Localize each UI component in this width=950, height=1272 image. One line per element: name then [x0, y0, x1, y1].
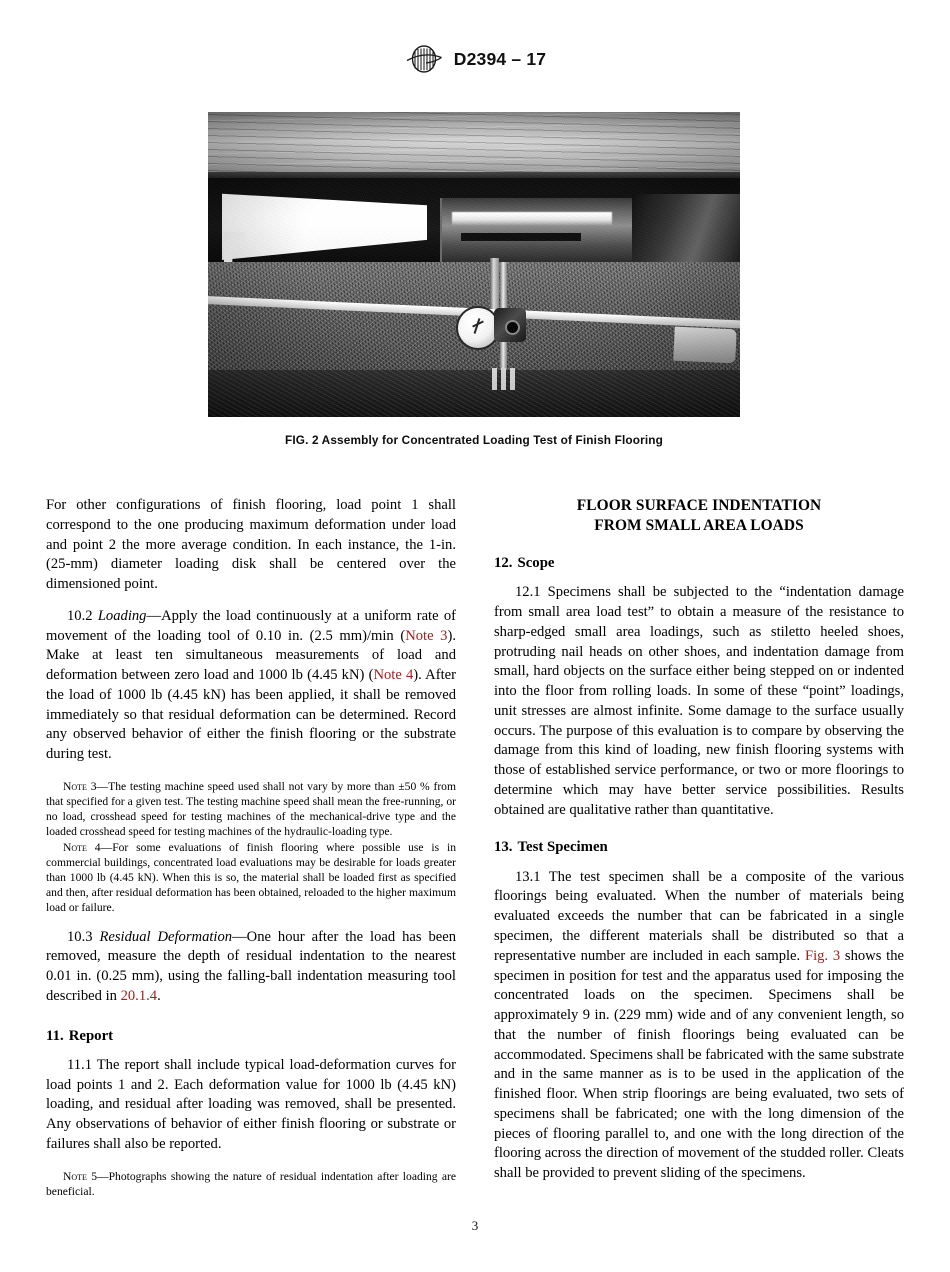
- note-4: [46, 840, 456, 915]
- heading-11-title: Report: [68, 1027, 114, 1044]
- photo-support-posts: [490, 368, 518, 390]
- photo-right-fixture: [632, 194, 740, 266]
- note-4-label: Note: [63, 841, 87, 855]
- note-3-number: 3—: [86, 779, 109, 793]
- paragraph-10-3-number: 10.3: [67, 928, 93, 945]
- note-3: [46, 779, 456, 839]
- note-5: [46, 1169, 456, 1199]
- photo-dial-indicator: [458, 308, 498, 348]
- paragraph-10-3-text-b: .: [157, 987, 161, 1004]
- figure-2: [208, 112, 740, 447]
- link-fig-3[interactable]: Fig. 3: [804, 947, 841, 964]
- figure-2-caption: FIG. 2 Assembly for Concentrated Loading Test of Finish Flooring: [285, 433, 663, 447]
- note-4-text: For some evaluations of finish flooring where possible use is in commercial buildings, concentrated load evaluations may be desirable for loads greater than 1000 lb (4.45 kN). When this is so, the material shall be loaded first as specified and then, after residual deformation has been obtained, reloaded to the higher maximum load or failure.: [46, 841, 457, 915]
- paragraph-13-1-text-b: shows the specimen in position for test and the apparatus used for imposing the concentrated loads on the specimen. Specimens shall be approximately 9 in. (229 mm) wide and of any convenient length, so that the number of finish floorings being evaluated can be accommodated. Specimens shall be fabricated with the same substrate and in the same manner as is to be used in the application of the finished floor. When strip floorings are being evaluated, two sets of specimens shall be fabricated; one with the long dimension of the pieces of flooring parallel to, and one with the long direction of the flooring across the direction of movement of the studded roller. Cleats shall be provided to prevent sliding of the specimens.: [494, 947, 905, 1182]
- paragraph-10-2-title: Loading: [97, 607, 147, 624]
- paragraph-10-2-text-c: ). After the load of 1000 lb (4.45 kN) has been applied, it shall be removed immediately so that residual deformation can be determined. Record any observed behavior of either the finish flooring or the substrate during test.: [46, 667, 456, 763]
- heading-13-test-specimen: [494, 838, 904, 857]
- paragraph-10-3-title: Residual Deformation: [99, 928, 233, 945]
- body-two-column-layout: [46, 496, 904, 1199]
- heading-12-title: Scope: [517, 555, 555, 572]
- right-column: [494, 496, 904, 1199]
- note-3-text: The testing machine speed used shall not vary by more than ±50 % from that specified for a given test. The testing machine speed shall mean the free-running, or no load, crosshead speed for testing machines of the mechanical-drive type and the loaded crosshead speed for testing machines of the hydraulic-loading type.: [46, 779, 456, 839]
- paragraph-intro: For other configurations of finish flooring, load point 1 shall correspond to the one producing maximum deformation under load and point 2 the more average condition. In each instance, the 1-in. (25-mm) diameter loading disk shall be centered over the dimensioned point.: [46, 497, 456, 593]
- photo-foreground-shadow: [208, 370, 740, 417]
- paragraph-10-2-text-b: ). Make at least ten simultaneous measurements of load and deformation between zero load and 1000 lb (4.45 kN) (: [46, 627, 456, 684]
- note-3-label: Note: [63, 779, 87, 793]
- paragraph-10-3: [46, 928, 456, 1007]
- note-5-label: Note: [63, 1169, 87, 1183]
- link-note-3[interactable]: Note 3: [405, 627, 448, 644]
- note-5-number: 5—: [86, 1169, 109, 1183]
- photo-loading-head: [440, 198, 634, 264]
- astm-logo-icon: [404, 44, 444, 74]
- paragraph-13-1-text-a: 13.1 The test specimen shall be a composite of the various floorings being evaluated. When the number of materials being evaluated exceeds the number that can be fabricated in a single specimen, the different materials shall be distributed so that a representative number are included in each sample.: [494, 868, 904, 964]
- heading-12-number: 12.: [494, 555, 513, 572]
- heading-13-title: Test Specimen: [517, 839, 608, 856]
- paragraph-10-2: [46, 607, 456, 765]
- photo-specimen-strip-end: [673, 327, 736, 364]
- page-header: [0, 44, 950, 74]
- link-20-1-4[interactable]: 20.1.4: [120, 987, 158, 1004]
- note-4-number: 4—: [86, 841, 113, 855]
- photo-upper-beam: [208, 112, 740, 178]
- link-note-4[interactable]: Note 4: [373, 667, 414, 684]
- paragraph-10-2-number: 10.2: [67, 607, 93, 624]
- paragraph-10-3-text-a: —One hour after the load has been removed, measure the depth of residual indentation to the nearest 0.01 in. (0.25 mm), using the falling-ball indentation measuring tool described in: [46, 928, 456, 1004]
- paragraph-10-2-text-a: —Apply the load continuously at a uniform rate of movement of the loading tool of 0.10 in. (2.5 mm)/min (: [46, 607, 457, 644]
- section-title-line-1: FLOOR SURFACE INDENTATION: [576, 497, 822, 514]
- paragraph-12-1: 12.1 Specimens shall be subjected to the “indentation damage from small area load test” to obtain a measure of the resistance to sharp-edged small area loadings, such as stiletto heeled shoes, protruding nail heads on other shoes, and indentation damage from small, hard objects on the surface either being stepped on or indented into the floor from rolling loads. In some of these “point” loadings, unit stresses are almost infinite. Some damage to the surface usually occurs. The purpose of this evaluation is to compare by observing the damage from this kind of loading, new finish flooring systems with those of established service performance, or two or more floorings to determine which may have better service possibilities. Results obtained are qualitative rather than quantitative.: [494, 584, 904, 818]
- photo-loading-head-highlight: [452, 212, 612, 225]
- page-number: 3: [471, 1218, 479, 1233]
- standard-designation: D2394 – 17: [453, 48, 547, 69]
- heading-11-number: 11.: [46, 1027, 64, 1044]
- note-5-text: Photographs showing the nature of residual indentation after loading are beneficial.: [46, 1169, 456, 1198]
- heading-12-scope: [494, 554, 904, 573]
- section-title-line-2: FROM SMALL AREA LOADS: [594, 517, 804, 535]
- heading-13-number: 13.: [494, 839, 513, 856]
- photo-clamp-hole: [507, 322, 518, 333]
- heading-11-report: [46, 1027, 456, 1046]
- figure-2-photograph: [208, 112, 740, 417]
- left-column: [46, 496, 456, 1199]
- photo-loading-head-slot: [461, 233, 581, 241]
- paragraph-13-1: [494, 868, 904, 1184]
- paragraph-11-1: 11.1 The report shall include typical load-deformation curves for load points 1 and 2. Each deformation value for 1000 lb (4.45 kN) loading, and residual after loading was removed, shall be presented. Any observations of behavior of either finish flooring or substrate or failures shall also be reported.: [46, 1056, 456, 1152]
